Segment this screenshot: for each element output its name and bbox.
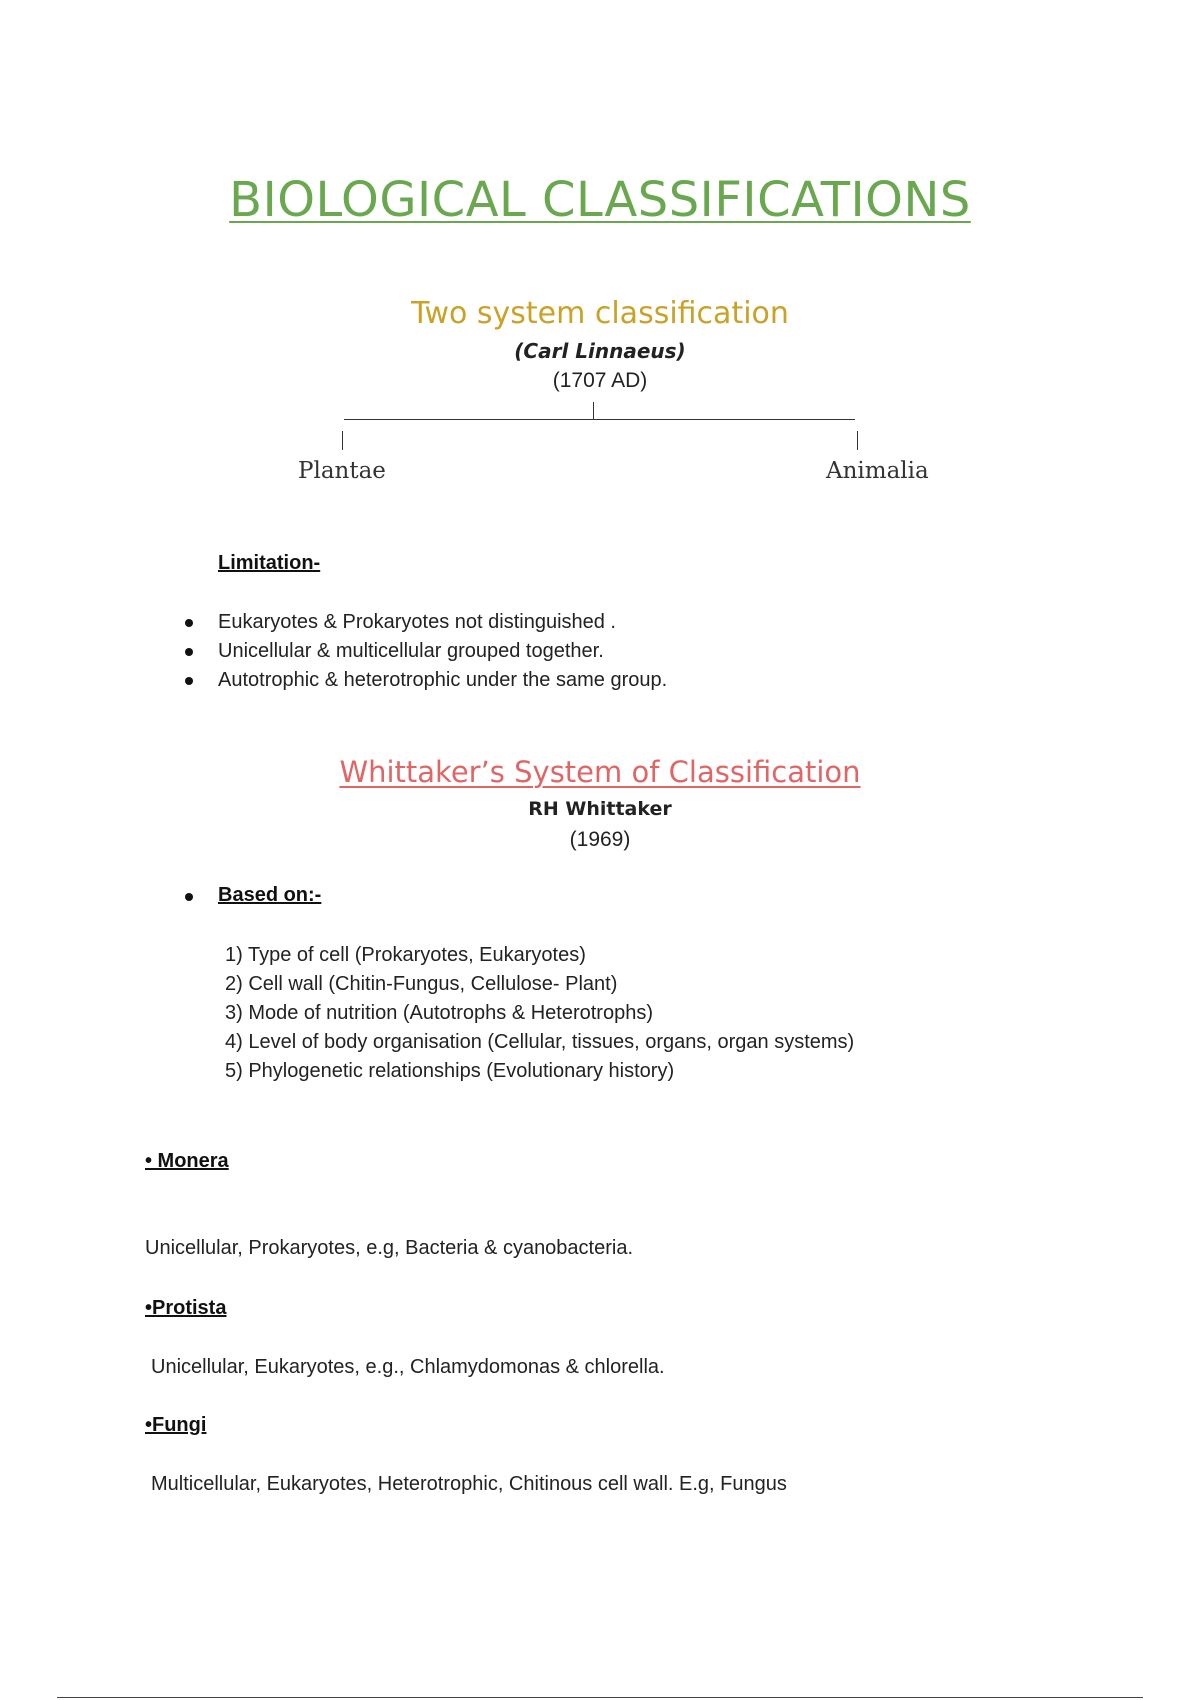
- bullet-icon: [185, 648, 193, 656]
- list-item: 2) Cell wall (Chitin-Fungus, Cellulose- Plant): [225, 973, 618, 995]
- branch-plantae: Plantae: [298, 458, 386, 484]
- based-on-heading: Based on:-: [218, 884, 322, 906]
- based-on-item: [218, 884, 321, 907]
- list-item: Unicellular & multicellular grouped together.: [218, 637, 667, 666]
- tree-left-stem: [342, 431, 343, 450]
- list-item: Autotrophic & heterotrophic under the same group.: [218, 666, 667, 695]
- bullet-icon: [185, 677, 193, 685]
- list-item: 1) Type of cell (Prokaryotes, Eukaryotes): [225, 944, 586, 966]
- tree-center-stem: [593, 402, 594, 420]
- whittaker-year: (1969): [569, 828, 631, 851]
- two-system-heading: Two system classification: [411, 296, 789, 331]
- bullet-icon: [185, 619, 193, 627]
- page-title: BIOLOGICAL CLASSIFICATIONS: [229, 172, 971, 228]
- limitation-list: [218, 608, 667, 695]
- branch-animalia: Animalia: [826, 458, 929, 484]
- page-bottom-divider: [57, 1697, 1143, 1698]
- kingdom-monera-description: Unicellular, Prokaryotes, e.g, Bacteria & cyanobacteria.: [145, 1237, 634, 1259]
- list-item: 4) Level of body organisation (Cellular, tissues, organs, organ systems): [225, 1031, 855, 1053]
- tree-right-stem: [857, 431, 858, 450]
- list-item: 3) Mode of nutrition (Autotrophs & Heterotrophs): [225, 1002, 653, 1024]
- list-item: 5) Phylogenetic relationships (Evolutionary history): [225, 1060, 675, 1082]
- two-system-author: (Carl Linnaeus): [514, 339, 686, 363]
- kingdom-fungi-description: Multicellular, Eukaryotes, Heterotrophic, Chitinous cell wall. E.g, Fungus: [151, 1473, 787, 1495]
- criteria-list: [225, 941, 854, 1086]
- kingdom-fungi-heading: •Fungi: [145, 1414, 207, 1436]
- list-item: Eukaryotes & Prokaryotes not distinguished .: [218, 608, 667, 637]
- whittaker-heading: Whittaker’s System of Classification: [339, 755, 861, 789]
- kingdom-protista-description: Unicellular, Eukaryotes, e.g., Chlamydomonas & chlorella.: [151, 1356, 665, 1378]
- limitation-heading: Limitation-: [218, 552, 321, 574]
- bullet-icon: [185, 893, 193, 901]
- whittaker-author: RH Whittaker: [528, 798, 672, 820]
- kingdom-protista-heading: •Protista: [145, 1297, 227, 1319]
- two-system-year: (1707 AD): [552, 369, 648, 392]
- tree-horizontal-line: [344, 419, 855, 420]
- kingdom-monera-heading: • Monera: [145, 1150, 229, 1172]
